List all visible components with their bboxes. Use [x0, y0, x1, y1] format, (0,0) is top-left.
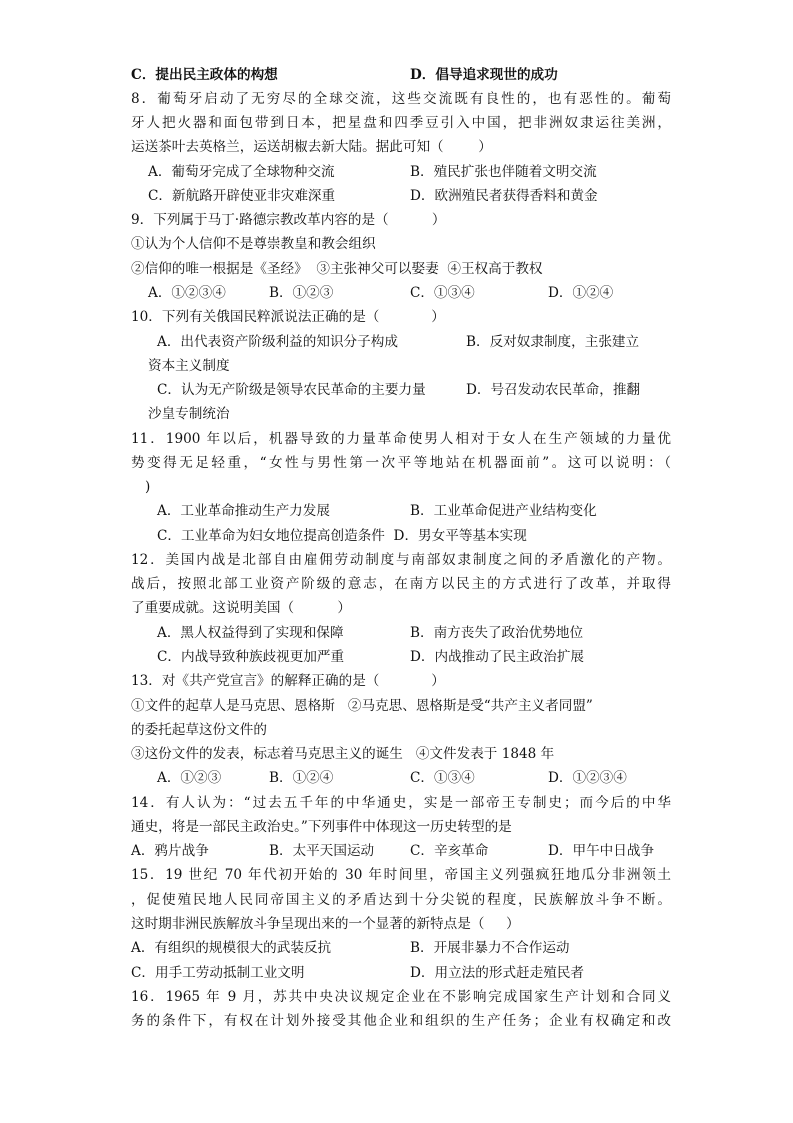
- text-line-l24-seg-0: A．黑人权益得到了实现和保障: [157, 625, 344, 641]
- text-line-l27-seg-0: ①文件的起草人是马克思、恩格斯 ②马克思、恩格斯是受“共产主义者同盟”: [131, 698, 593, 714]
- text-line-l40-seg-0: 务的条件下，有权在计划外接受其他企业和组织的生产任务；企业有权确定和改: [131, 1013, 671, 1029]
- text-line-l36-seg-0: 这时期非洲民族解放斗争呈现出来的一个显著的新特点是（ ）: [131, 916, 520, 932]
- text-line-l35-seg-0: ，促使殖民地人民同帝国主义的矛盾达到十分尖锐的程度，民族解放斗争不断。: [131, 892, 671, 908]
- text-line-l33-seg-1: B．太平天国运动: [269, 843, 375, 859]
- text-line-l33-seg-2: C．辛亥革命: [410, 843, 489, 859]
- text-line-l24-seg-1: B．南方丧失了政治优势地位: [410, 625, 584, 641]
- text-line-l20-seg-0: C．工业革命为妇女地位提高创造条件 D．男女平等基本实现: [157, 528, 527, 544]
- text-line-l06-seg-1: D．欧洲殖民者获得香料和黄金: [410, 188, 598, 204]
- text-line-l18-seg-0: ): [145, 479, 151, 495]
- text-line-l28-seg-0: 的委托起草这份文件的: [131, 722, 267, 738]
- text-line-l01-seg-1: D．倡导追求现世的成功: [410, 67, 558, 83]
- text-line-l30-seg-2: C．①③④: [410, 770, 475, 786]
- text-line-l34-seg-0: 15．19 世纪 70 年代初开始的 30 年时间里，帝国主义列强疯狂地瓜分非洲领土: [131, 867, 671, 883]
- text-line-l10-seg-3: D．①②④: [548, 285, 614, 301]
- text-line-l05-seg-0: A．葡萄牙完成了全球物种交流: [148, 164, 335, 180]
- text-line-l32-seg-0: 通史，将是一部民主政治史。”下列事件中体现这一历史转型的是: [131, 819, 512, 835]
- text-line-l21-seg-0: 12．美国内战是北部自由雇佣劳动制度与南部奴隶制度之间的矛盾激化的产物。: [131, 552, 671, 568]
- text-line-l01-seg-0: C．提出民主政体的构想: [131, 67, 278, 83]
- text-line-l33-seg-0: A．鸦片战争: [131, 843, 209, 859]
- text-line-l30-seg-3: D．①②③④: [548, 770, 627, 786]
- text-line-l26-seg-0: 13．对《共产党宣言》的解释正确的是（ ）: [131, 673, 445, 689]
- text-line-l23-seg-0: 了重要成就。这说明美国（ ）: [131, 600, 351, 616]
- text-line-l13-seg-0: 资本主义制度: [148, 358, 230, 374]
- text-line-l30-seg-0: A．①②③: [157, 770, 222, 786]
- text-line-l12-seg-0: A．出代表资产阶级利益的知识分子构成: [157, 334, 398, 350]
- text-line-l33-seg-3: D．甲午中日战争: [548, 843, 655, 859]
- text-line-l05-seg-1: B．殖民扩张也伴随着文明交流: [410, 164, 597, 180]
- text-line-l14-seg-0: C．认为无产阶级是领导农民革命的主要力量: [157, 382, 426, 398]
- text-line-l10-seg-2: C．①③④: [410, 285, 475, 301]
- text-line-l38-seg-0: C．用手工劳动抵制工业文明: [131, 965, 305, 981]
- text-line-l12-seg-1: B．反对奴隶制度，主张建立: [466, 334, 640, 350]
- text-line-l37-seg-1: B．开展非暴力不合作运动: [410, 940, 570, 956]
- text-line-l17-seg-0: 势变得无足轻重，“女性与男性第一次平等地站在机器面前”。这可以说明：（: [131, 455, 671, 471]
- text-line-l06-seg-0: C．新航路开辟使亚非灾难深重: [148, 188, 336, 204]
- text-line-l11-seg-0: 10．下列有关俄国民粹派说法正确的是（ ）: [131, 309, 445, 325]
- text-line-l09-seg-0: ②信仰的唯一根据是《圣经》 ③主张神父可以娶妻 ④王权高于教权: [131, 261, 543, 277]
- text-line-l08-seg-0: ①认为个人信仰不是尊崇教皇和教会组织: [131, 236, 376, 252]
- text-line-l22-seg-0: 战后，按照北部工业资产阶级的意志，在南方以民主的方式进行了改革，并取得: [131, 576, 671, 592]
- text-line-l25-seg-0: C．内战导致种族歧视更加严重: [157, 649, 345, 665]
- text-line-l25-seg-1: D．内战推动了民主政治扩展: [410, 649, 585, 665]
- text-line-l37-seg-0: A．有组织的规模很大的武装反抗: [131, 940, 332, 956]
- text-line-l39-seg-0: 16．1965 年 9 月，苏共中央决议规定企业在不影响完成国家生产计划和合同义: [131, 989, 671, 1005]
- text-line-l38-seg-1: D．用立法的形式赶走殖民者: [410, 965, 585, 981]
- text-line-l16-seg-0: 11．1900 年以后，机器导致的力量革命使男人相对于女人在生产领域的力量优: [131, 431, 671, 447]
- text-line-l15-seg-0: 沙皇专制统治: [148, 406, 230, 422]
- text-line-l07-seg-0: 9．下列属于马丁·路德宗教改革内容的是（ ）: [131, 212, 446, 228]
- text-line-l31-seg-0: 14．有人认为：“过去五千年的中华通史，实是一部帝王专制史；而今后的中华: [131, 795, 671, 811]
- text-line-l04-seg-0: 运送茶叶去英格兰，运送胡椒去新大陆。据此可知（ ）: [131, 139, 492, 155]
- text-line-l19-seg-0: A．工业革命推动生产力发展: [157, 503, 330, 519]
- text-line-l29-seg-0: ③这份文件的发表，标志着马克思主义的诞生 ④文件发表于 1848 年: [131, 746, 555, 762]
- text-line-l02-seg-0: 8．葡萄牙启动了无穷尽的全球交流，这些交流既有良性的，也有恶性的。葡萄: [131, 91, 671, 107]
- text-line-l10-seg-0: A．①②③④: [148, 285, 226, 301]
- text-line-l14-seg-1: D．号召发动农民革命，推翻: [466, 382, 641, 398]
- text-line-l19-seg-1: B．工业革命促进产业结构变化: [410, 503, 597, 519]
- text-line-l03-seg-0: 牙人把火器和面包带到日本，把星盘和四季豆引入中国，把非洲奴隶运往美洲，: [131, 115, 671, 131]
- text-line-l30-seg-1: B．①②④: [269, 770, 334, 786]
- text-line-l10-seg-1: B．①②③: [269, 285, 334, 301]
